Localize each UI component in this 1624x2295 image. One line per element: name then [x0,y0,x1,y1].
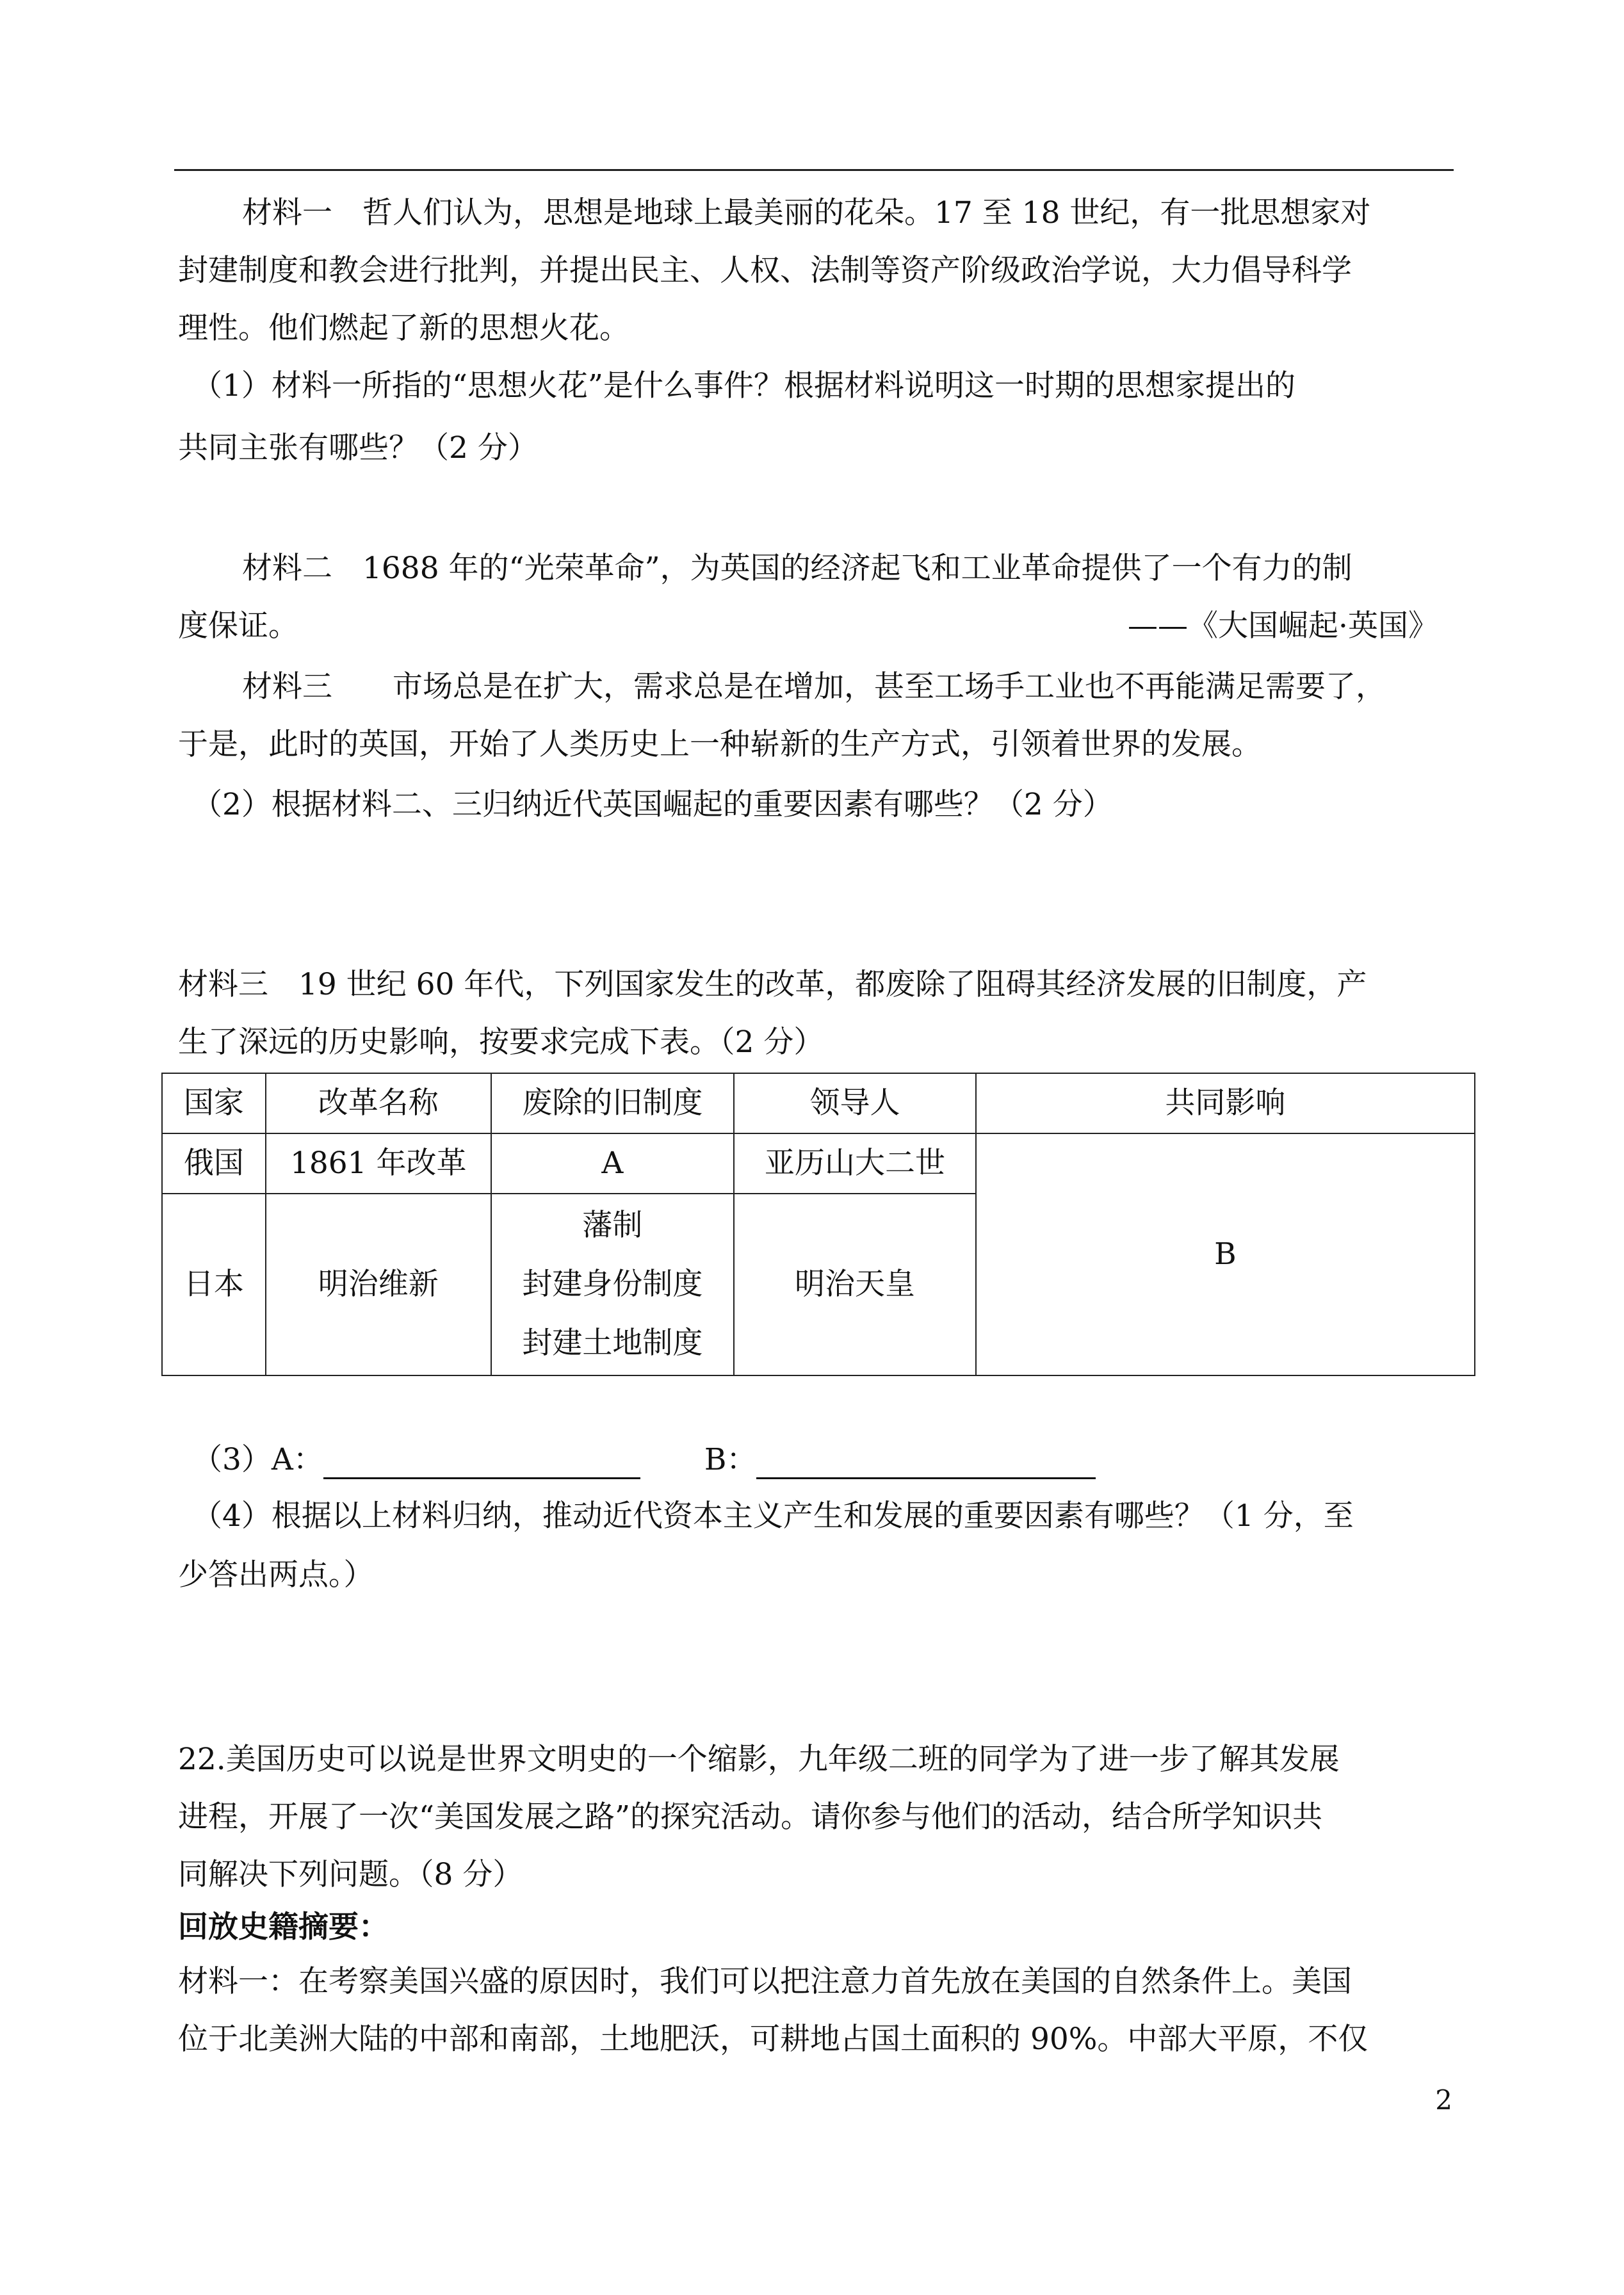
material3b-line-1: 材料三 19 世纪 60 年代，下列国家发生的改革，都废除了阻碍其经济发展的旧制度，产 [178,967,1367,1002]
material2-source: ——《大国崛起·英国》 [1128,608,1438,644]
material1-line-2: 封建制度和教会进行批判，并提出民主、人权、法制等资产阶级政治学说，大力倡导科学 [178,253,1352,288]
question1-line-1: （1）材料一所指的“思想火花”是什么事件？根据材料说明这一时期的思想家提出的 [192,368,1295,403]
question22-material1-line-2: 位于北美洲大陆的中部和南部，土地肥沃，可耕地占国土面积的 90%。中部大平原，不仅 [178,2022,1368,2057]
cell-japan-reform: 明治维新 [266,1194,491,1375]
section-title: 回放史籍摘要： [178,1910,389,1945]
japan-abolished-3: 封建土地制度 [522,1326,703,1361]
cell-japan-country: 日本 [162,1194,266,1375]
cell-japan-abolished [491,1194,735,1375]
question3-label-b: B： [704,1442,757,1477]
question3-label-a: （3）A： [192,1442,323,1477]
cell-russia-country: 俄国 [162,1133,266,1194]
material3-line-1: 材料三 市场总是在扩大，需求总是在增加，甚至工场手工业也不再能满足需要了， [242,669,1386,704]
material1-line-3: 理性。他们燃起了新的思想火花。 [178,311,629,346]
question22-line-2: 进程，开展了一次“美国发展之路”的探究活动。请你参与他们的活动，结合所学知识共 [178,1799,1323,1835]
header-leader: 领导人 [734,1073,976,1133]
question4-line-2: 少答出两点。） [178,1557,374,1593]
header-reform: 改革名称 [266,1073,491,1133]
table-header-row [162,1073,1475,1133]
cell-common-impact: B [976,1133,1475,1375]
cell-russia-abolished: A [491,1133,735,1194]
question22-line-1: 22.美国历史可以说是世界文明史的一个缩影，九年级二班的同学为了进一步了解其发展 [178,1742,1340,1777]
reform-table [161,1073,1475,1376]
question1-line-2: 共同主张有哪些？（2 分） [178,430,538,466]
header-abolished: 废除的旧制度 [491,1073,735,1133]
japan-abolished-2: 封建身份制度 [522,1267,703,1302]
header-country: 国家 [162,1073,266,1133]
table-row-russia [162,1133,1475,1194]
page-number: 2 [1435,2084,1452,2116]
cell-japan-leader: 明治天皇 [734,1194,976,1375]
question22-line-3: 同解决下列问题。（8 分） [178,1857,523,1892]
cell-russia-reform: 1861 年改革 [266,1133,491,1194]
answer-blank-a[interactable] [323,1448,640,1479]
cell-russia-leader: 亚历山大二世 [734,1133,976,1194]
material3-line-2: 于是，此时的英国，开始了人类历史上一种崭新的生产方式，引领着世界的发展。 [178,727,1262,762]
japan-abolished-1: 藩制 [582,1208,643,1243]
question4-line-1: （4）根据以上材料归纳，推动近代资本主义产生和发展的重要因素有哪些？（1 分，至 [192,1498,1354,1534]
question22-material1-line-1: 材料一：在考察美国兴盛的原因时，我们可以把注意力首先放在美国的自然条件上。美国 [178,1964,1352,1999]
question2: （2）根据材料二、三归纳近代英国崛起的重要因素有哪些？（2 分） [192,787,1113,822]
material2-line-1: 材料二 1688 年的“光荣革命”，为英国的经济起飞和工业革命提供了一个有力的制 [242,551,1352,586]
question3 [192,1441,1096,1479]
answer-blank-b[interactable] [756,1448,1096,1479]
material3b-line-2: 生了深远的历史影响，按要求完成下表。（2 分） [178,1025,824,1060]
material1-line-1: 材料一 哲人们认为，思想是地球上最美丽的花朵。17 至 18 世纪，有一批思想家对 [242,195,1371,231]
material2-line-2: 度保证。 [178,608,298,644]
header-rule [174,169,1454,171]
header-common-impact: 共同影响 [976,1073,1475,1133]
